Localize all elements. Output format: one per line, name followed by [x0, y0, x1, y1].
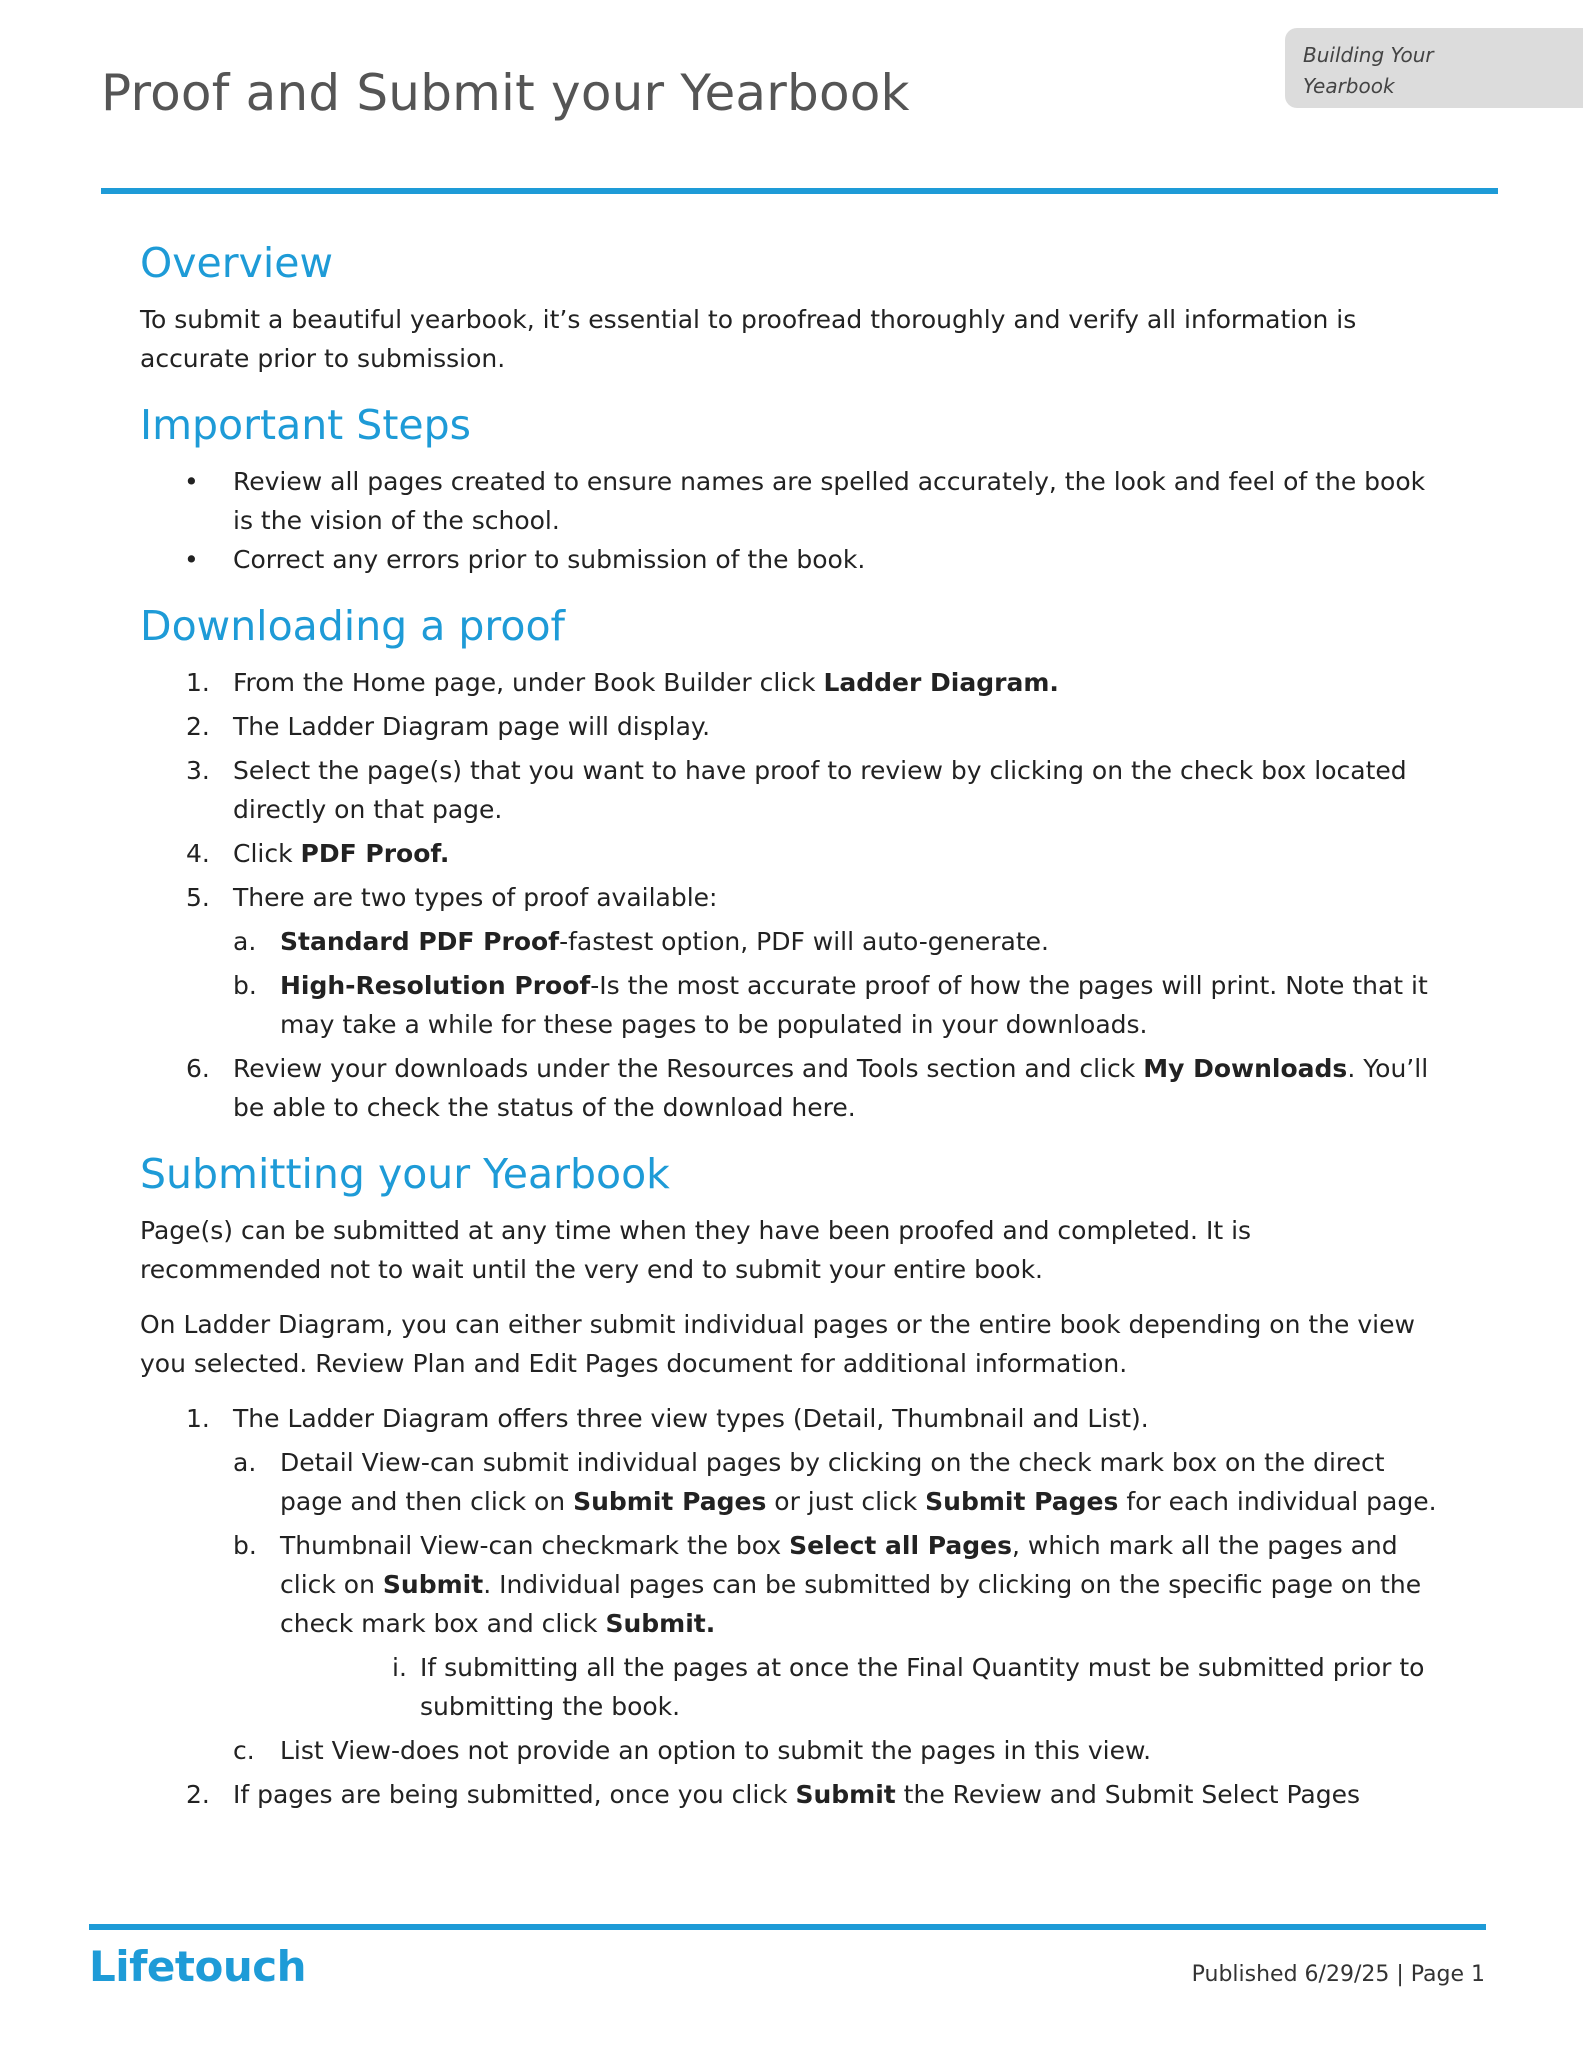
step-5	[140, 878, 1440, 1044]
page-title: Proof and Submit your Yearbook	[101, 64, 910, 122]
submitting-section	[140, 1149, 1440, 1814]
step-text: The Ladder Diagram offers three view types (Detail, Thumbnail and List).	[233, 1404, 1149, 1433]
step-emphasis: PDF Proof.	[300, 839, 450, 868]
step-text: Thumbnail View-can checkmark the box	[280, 1531, 790, 1560]
step-text: Click	[233, 839, 301, 868]
step-text: , which mark all the pages and click on	[280, 1531, 1398, 1599]
step-text: Select the page(s) that you want to have proof to review by clicking on the check box located directly on that page.	[233, 756, 1407, 824]
important-steps-list	[140, 462, 1440, 579]
thumbnail-notes	[280, 1648, 1440, 1726]
submitting-heading: Submitting your Yearbook	[140, 1150, 670, 1198]
important-steps-section	[140, 400, 1440, 579]
overview-heading: Overview	[140, 239, 334, 287]
step-text: or just click	[766, 1487, 926, 1516]
step-text: Detail View-can submit individual pages by clicking on the check mark box on the direct page and then click on	[280, 1448, 1385, 1516]
step-emphasis: Submit Pages	[925, 1487, 1119, 1516]
step-text: If pages are being submitted, once you click	[233, 1780, 796, 1809]
footer-divider	[89, 1924, 1486, 1930]
substep-letter: a.	[233, 1448, 257, 1477]
submitting-paragraph-2: On Ladder Diagram, you can either submit individual pages or the entire book depending on the view you selected. Review Plan and Edit Pages document for additional information.	[140, 1310, 1415, 1378]
step-1	[140, 663, 1440, 702]
step-text: -fastest option, PDF will auto-generate.	[559, 927, 1049, 956]
step-number: 4.	[186, 839, 210, 868]
step-text: From the Home page, under Book Builder click	[233, 668, 824, 697]
step-emphasis: Submit	[795, 1780, 896, 1809]
step-text: Review your downloads under the Resources and Tools section and click	[233, 1054, 1144, 1083]
step-text: the Review and Submit Select Pages	[895, 1780, 1361, 1809]
step-emphasis: Select all Pages	[789, 1531, 1013, 1560]
published-date-page-number: Published 6/29/25 | Page 1	[1191, 1962, 1485, 1987]
section-tab	[1285, 28, 1583, 108]
downloading-section	[140, 601, 1440, 1127]
step-6	[140, 1049, 1440, 1127]
step-emphasis: My Downloads	[1143, 1054, 1348, 1083]
step-1	[140, 1399, 1440, 1770]
step-text: List View-does not provide an option to submit the pages in this view.	[280, 1736, 1152, 1765]
step-2	[140, 707, 1440, 746]
step-number: 1.	[186, 668, 210, 697]
step-number: 2.	[186, 712, 210, 741]
important-steps-heading: Important Steps	[140, 401, 472, 449]
list-item: • Review all pages created to ensure names are spelled accurately, the look and feel of the book is the vision of the school.	[140, 462, 1440, 540]
overview-text: To submit a beautiful yearbook, it’s essential to proofread thoroughly and verify all information is accurate prior to submission.	[140, 305, 1357, 373]
step-emphasis: Standard PDF Proof	[280, 927, 560, 956]
list-item: • Correct any errors prior to submission of the book.	[140, 540, 1440, 579]
substep-roman: i.	[392, 1653, 407, 1682]
step-text: The Ladder Diagram page will display.	[233, 712, 711, 741]
step-emphasis: Submit	[382, 1570, 484, 1599]
step-emphasis: High-Resolution Proof	[280, 971, 591, 1000]
step-text: . Individual pages can be submitted by clicking on the specific page on the check mark box and click	[280, 1570, 1422, 1638]
step-emphasis: Submit Pages	[573, 1487, 767, 1516]
downloading-steps	[140, 663, 1440, 1127]
note-item	[280, 1648, 1440, 1726]
submitting-paragraph-1: Page(s) can be submitted at any time when they have been proofed and completed. It is recommended not to wait until the very end to submit your entire book.	[140, 1216, 1252, 1284]
step-number: 5.	[186, 883, 210, 912]
step-number: 2.	[186, 1780, 210, 1809]
view-types-list	[233, 1443, 1440, 1770]
substep-letter: b.	[233, 1531, 257, 1560]
submitting-steps	[140, 1399, 1440, 1814]
view-type-thumbnail	[233, 1526, 1440, 1726]
step-4	[140, 834, 1440, 873]
header-divider	[101, 188, 1498, 194]
section-tab-line2: Yearbook	[1303, 74, 1395, 98]
step-text: There are two types of proof available:	[233, 883, 718, 912]
step-text: . You’ll be able to check the status of the download here.	[233, 1054, 1429, 1122]
substep-letter: b.	[233, 971, 257, 1000]
step-text: for each individual page.	[1118, 1487, 1437, 1516]
proof-types-list	[233, 922, 1440, 1044]
proof-type-high-res	[233, 966, 1440, 1044]
step-text: If submitting all the pages at once the Final Quantity must be submitted prior to submitting the book.	[420, 1653, 1425, 1721]
downloading-heading: Downloading a proof	[140, 602, 565, 650]
substep-letter: a.	[233, 927, 257, 956]
step-number: 3.	[186, 756, 210, 785]
step-number: 1.	[186, 1404, 210, 1433]
step-number: 6.	[186, 1054, 210, 1083]
lifetouch-logo: Lifetouch	[89, 1942, 307, 1991]
substep-letter: c.	[233, 1736, 255, 1765]
document-body	[140, 238, 1440, 1836]
step-text: -Is the most accurate proof of how the pages will print. Note that it may take a while for these pages to be populated in your downloads.	[280, 971, 1428, 1039]
overview-section	[140, 238, 1440, 378]
step-2	[140, 1775, 1440, 1814]
step-3	[140, 751, 1440, 829]
view-type-list	[233, 1731, 1440, 1770]
step-emphasis: Submit.	[605, 1609, 716, 1638]
view-type-detail	[233, 1443, 1440, 1521]
proof-type-standard	[233, 922, 1440, 961]
step-emphasis: Ladder Diagram.	[823, 668, 1059, 697]
section-tab-line1: Building Your	[1303, 43, 1434, 67]
